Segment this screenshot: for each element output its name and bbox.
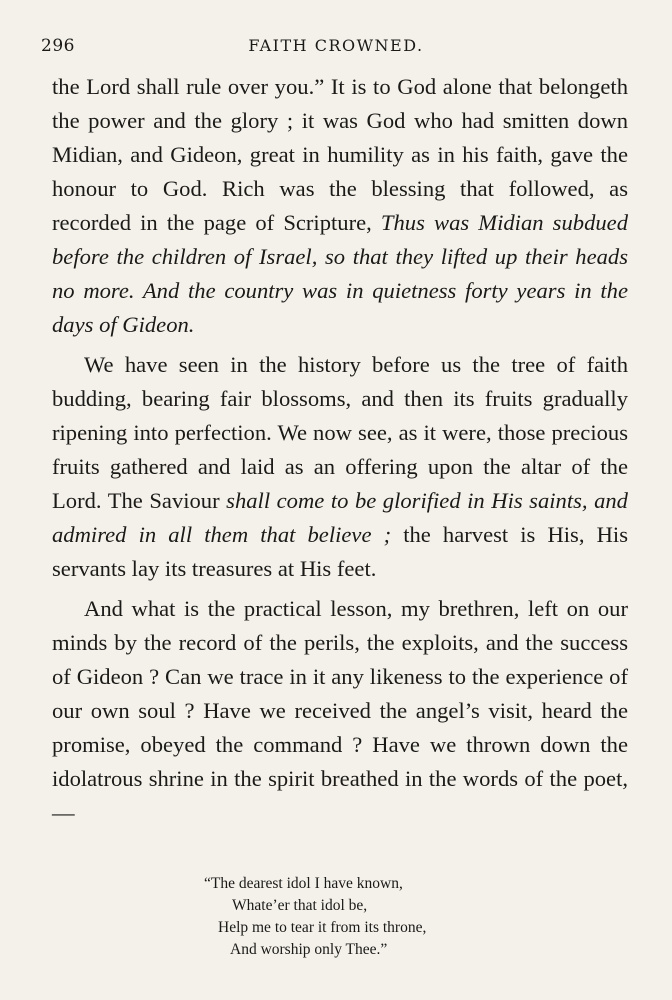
text-run: We have seen in the history before us the tree of faith budding, bearing fair blossoms, and then its fruits gradually ripening into perfection. We now see, as it were, those precious fruits gathered and laid as an offering upon the altar of the Lord. The Saviour <box>52 352 628 513</box>
italic-run: shall come to be glorified in His saints, and admired in all them that believe ; <box>52 488 628 547</box>
paragraph <box>52 348 628 586</box>
text-run: And what is the practical lesson, my brethren, left on our minds by the record of the perils, the exploits, and the success of Gideon ? Can we trace in it any likeness to the experience of our own soul ? Have we received the angel’s visit, heard the promise, obeyed the command ? Have we thrown down the idolatrous shrine in the spirit breathed in the words of the poet,— <box>52 596 628 825</box>
paragraph <box>52 70 628 342</box>
text-run: the harvest is His, His servants lay its treasures at His feet. <box>52 522 628 581</box>
page-number: 296 <box>41 36 75 56</box>
poem-line: “The dearest idol I have known, <box>204 875 403 892</box>
running-title: FAITH CROWNED. <box>248 36 424 55</box>
body-text <box>52 70 628 836</box>
page-header <box>41 36 631 60</box>
poem-line: Whate’er that idol be, <box>232 897 368 914</box>
poem-quote <box>200 873 540 961</box>
paragraph <box>52 592 628 830</box>
italic-run: Thus was Midian subdued before the children of Israel, so that they lifted up their heads no more. And the country was in quietness forty years in the days of Gideon. <box>52 210 628 337</box>
text-run: the Lord shall rule over you.” It is to God alone that belongeth the power and the glory ; it was God who had smitten down Midian, and Gideon, great in humility as in his faith, gave the honour to God. Rich was the blessing that followed, as recorded in the page of Scripture, <box>52 74 628 235</box>
poem-line: Help me to tear it from its throne, <box>218 919 427 936</box>
poem-line: And worship only Thee.” <box>230 941 388 958</box>
